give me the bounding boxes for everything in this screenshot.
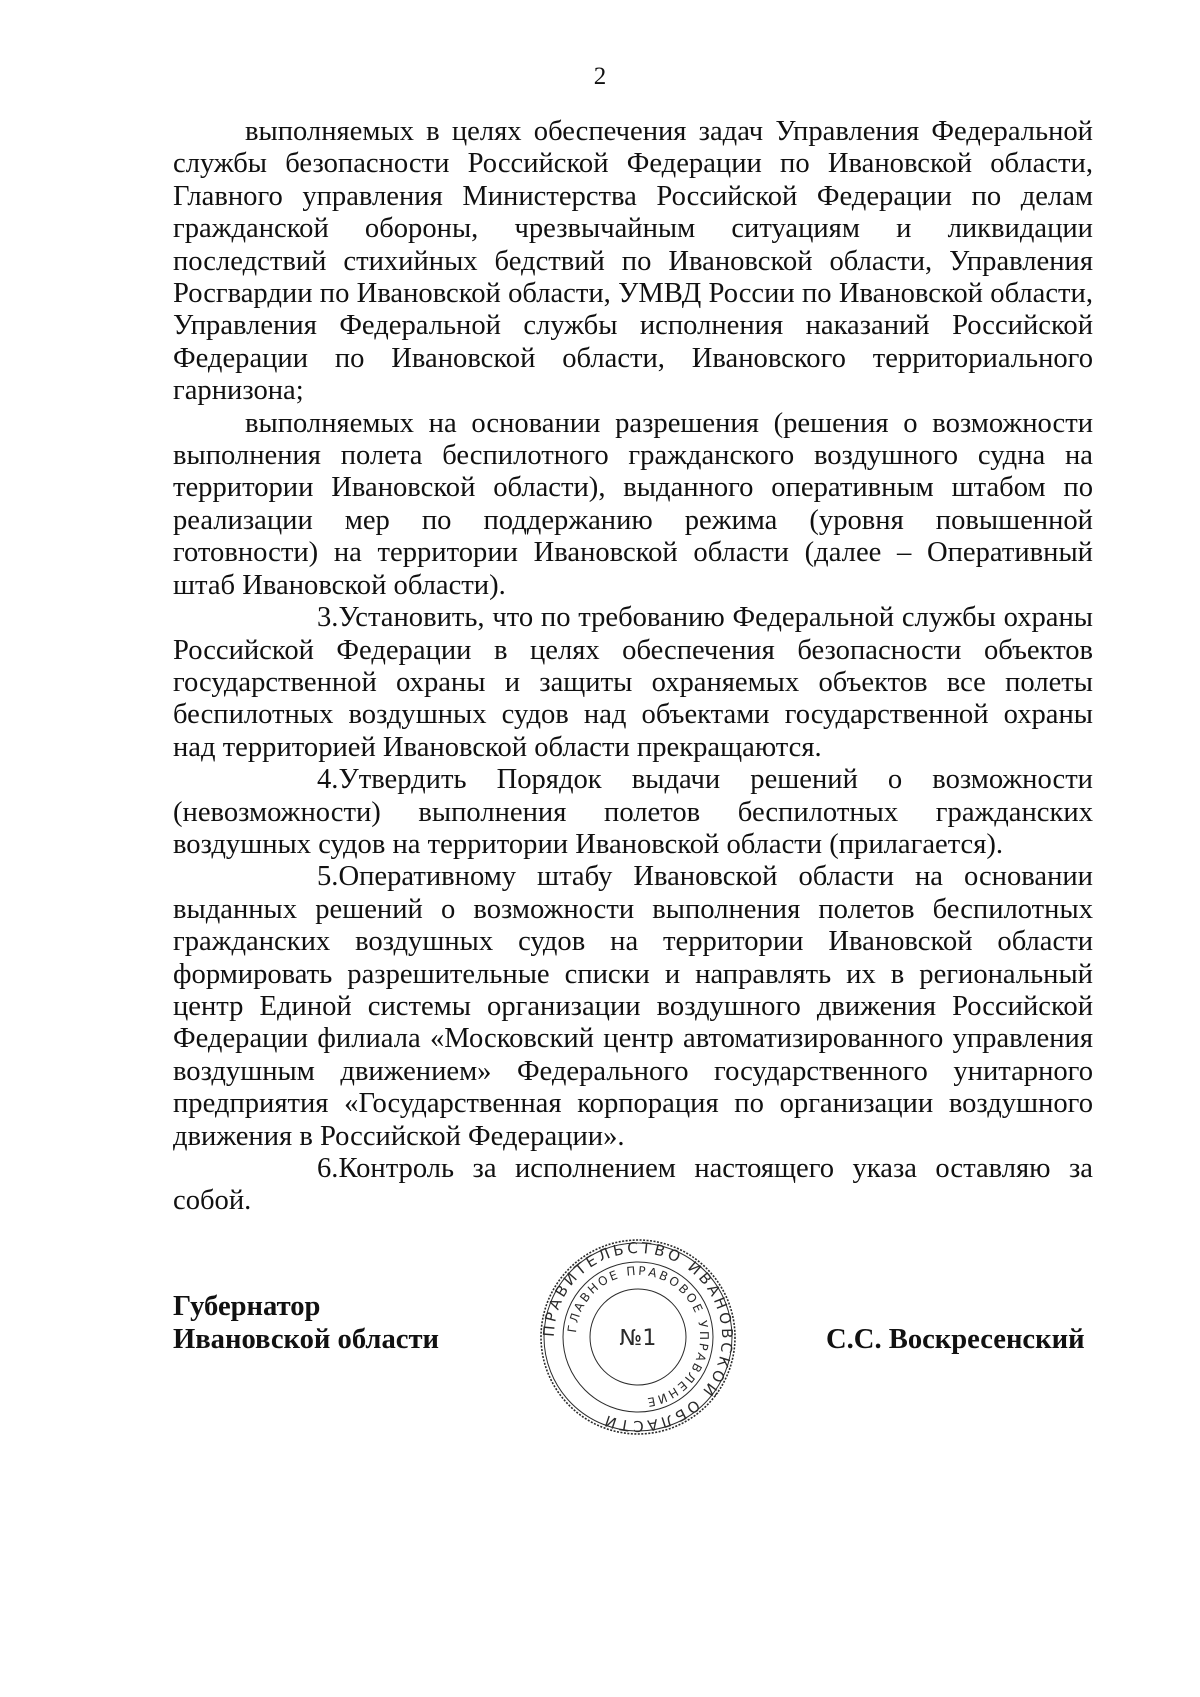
signatory-title	[173, 1290, 439, 1356]
signatory-name: С.С. Воскресенский	[826, 1324, 1085, 1355]
document-body	[173, 116, 1093, 1218]
paragraph-number: 4.	[317, 764, 339, 796]
signatory-title-line-1: Губернатор	[173, 1291, 321, 1322]
seal-inner-text: ГЛАВНОЕ ПРАВОВОЕ УПРАВЛЕНИЕ	[565, 1263, 712, 1410]
paragraph-text: Установить, что по требованию Федеральной службы охраны Российской Федерации в целях обеспечения безопасности объектов государственной охраны и защиты охраняемых объектов все полеты беспилотных воздушных судов над объектами государственной охраны над территорией Ивановской области прекращаются.	[173, 602, 1093, 763]
paragraph-text: Оперативному штабу Ивановской области на основании выданных решений о возможности выполнения полетов беспилотных гражданских воздушных судов на территории Ивановской области формировать разрешительные списки и направлять их в региональный центр Единой системы организации воздушного движения Российской Федерации филиала «Московский центр автоматизированного управления воздушным движением» Федерального государственного унитарного предприятия «Государственная корпорация по организации воздушного движения в Российской Федерации».	[173, 861, 1093, 1152]
paragraph-text: выполняемых в целях обеспечения задач Управления Федеральной службы безопасности Российской Федерации по Ивановской области, Главного управления Министерства Российской Федерации по делам гражданской обороны, чрезвычайным ситуациям и ликвидации последствий стихийных бедствий по Ивановской области, Управления Росгвардии по Ивановской области, УМВД России по Ивановской области, Управления Федеральной службы исполнения наказаний Российской Федерации по Ивановской области, Ивановского территориального гарнизона;	[173, 116, 1093, 407]
paragraph-number: 3.	[317, 602, 339, 634]
paragraph-text: Утвердить Порядок выдачи решений о возможности (невозможности) выполнения полетов беспилотных гражданских воздушных судов на территории Ивановской области (прилагается).	[173, 764, 1093, 860]
paragraph-1	[173, 116, 1093, 408]
paragraph-number: 6.	[317, 1153, 339, 1184]
paragraph-text: выполняемых на основании разрешения (решения о возможности выполнения полета беспилотного гражданского воздушного судна на территории Ивановской области), выданного оперативным штабом по реализации мер по поддержанию режима (уровня повышенной готовности) на территории Ивановской области (далее – Оперативный штаб Ивановской области).	[173, 407, 1093, 601]
page-number: 2	[593, 63, 607, 90]
signatory-title-line-2: Ивановской области	[173, 1324, 439, 1355]
paragraph-6	[173, 1153, 1093, 1218]
paragraph-number: 5.	[317, 861, 339, 893]
paragraph-5	[173, 861, 1093, 1153]
seal-outer-text: ПРАВИТЕЛЬСТВО ИВАНОВСКОЙ ОБЛАСТИ	[539, 1238, 737, 1436]
paragraph-3	[173, 602, 1093, 764]
paragraph-text: Контроль за исполнением настоящего указа оставляю за собой.	[173, 1153, 1093, 1217]
seal-center-number: №1	[619, 1326, 657, 1351]
paragraph-4	[173, 764, 1093, 861]
official-seal-stamp	[538, 1237, 738, 1437]
paragraph-2	[173, 408, 1093, 602]
